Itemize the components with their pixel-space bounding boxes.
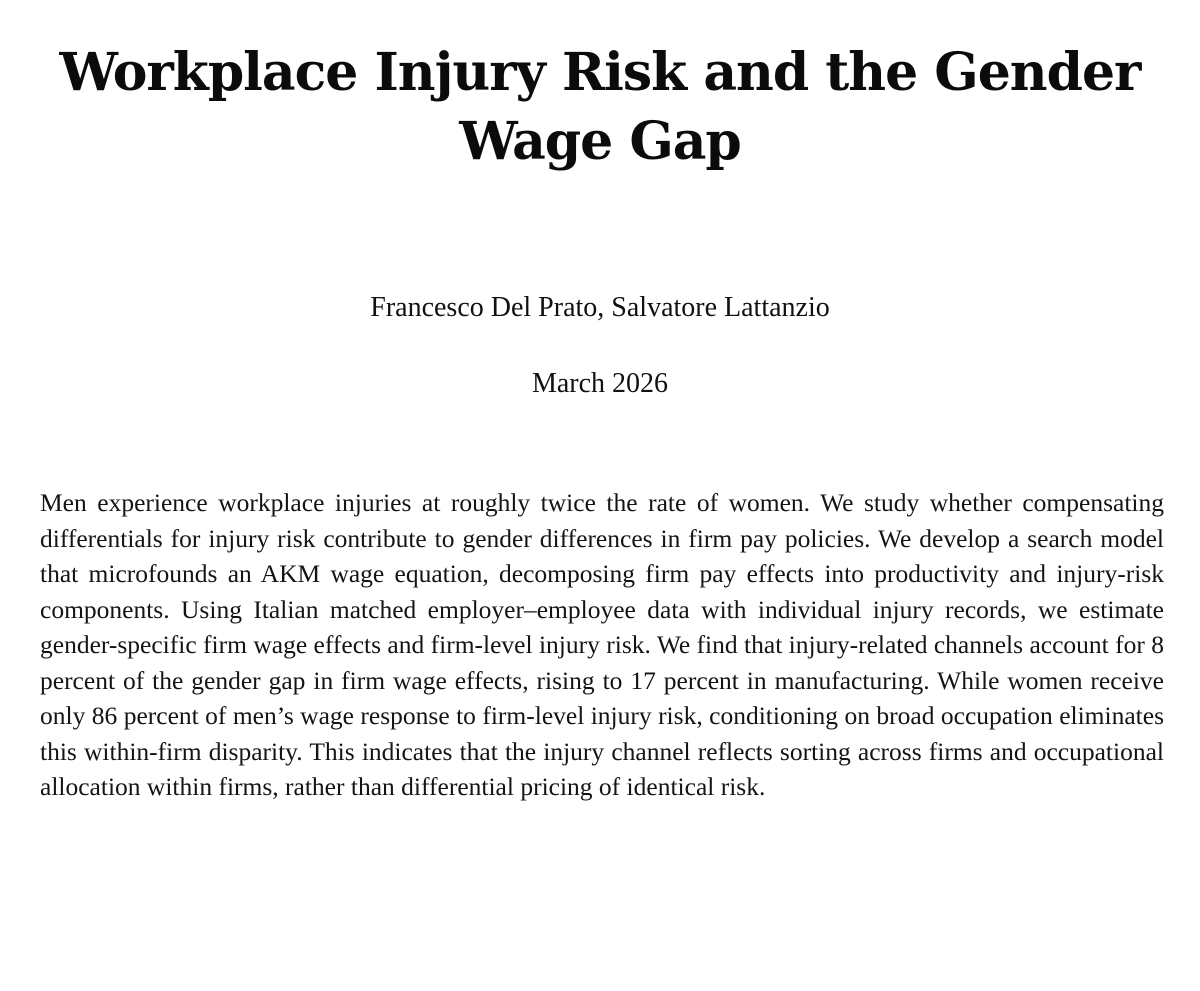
paper-title: Workplace Injury Risk and the Gender Wage Gap	[59, 42, 1141, 172]
paper-abstract: Men experience workplace injuries at roughly twice the rate of women. We study whether compensating differentials for injury risk contribute to gender differences in firm pay policies. We develop a search model that microfounds an AKM wage equation, decomposing firm pay effects into productivity and injury-risk components. Using Italian matched employer–employee data with individual injury records, we estimate gender-specific firm wage effects and firm-level injury risk. We find that injury-related channels account for 8 percent of the gender gap in firm wage effects, rising to 17 percent in manufacturing. While women receive only 86 percent of men’s wage response to firm-level injury risk, conditioning on broad occupation eliminates this within-firm disparity. This indicates that the injury channel reflects sorting across firms and occupational allocation within firms, rather than differential pricing of identical risk.	[40, 488, 1164, 801]
paper-date: March 2026	[531, 368, 669, 399]
paper-authors: Francesco Del Prato, Salvatore Lattanzio	[370, 292, 830, 323]
